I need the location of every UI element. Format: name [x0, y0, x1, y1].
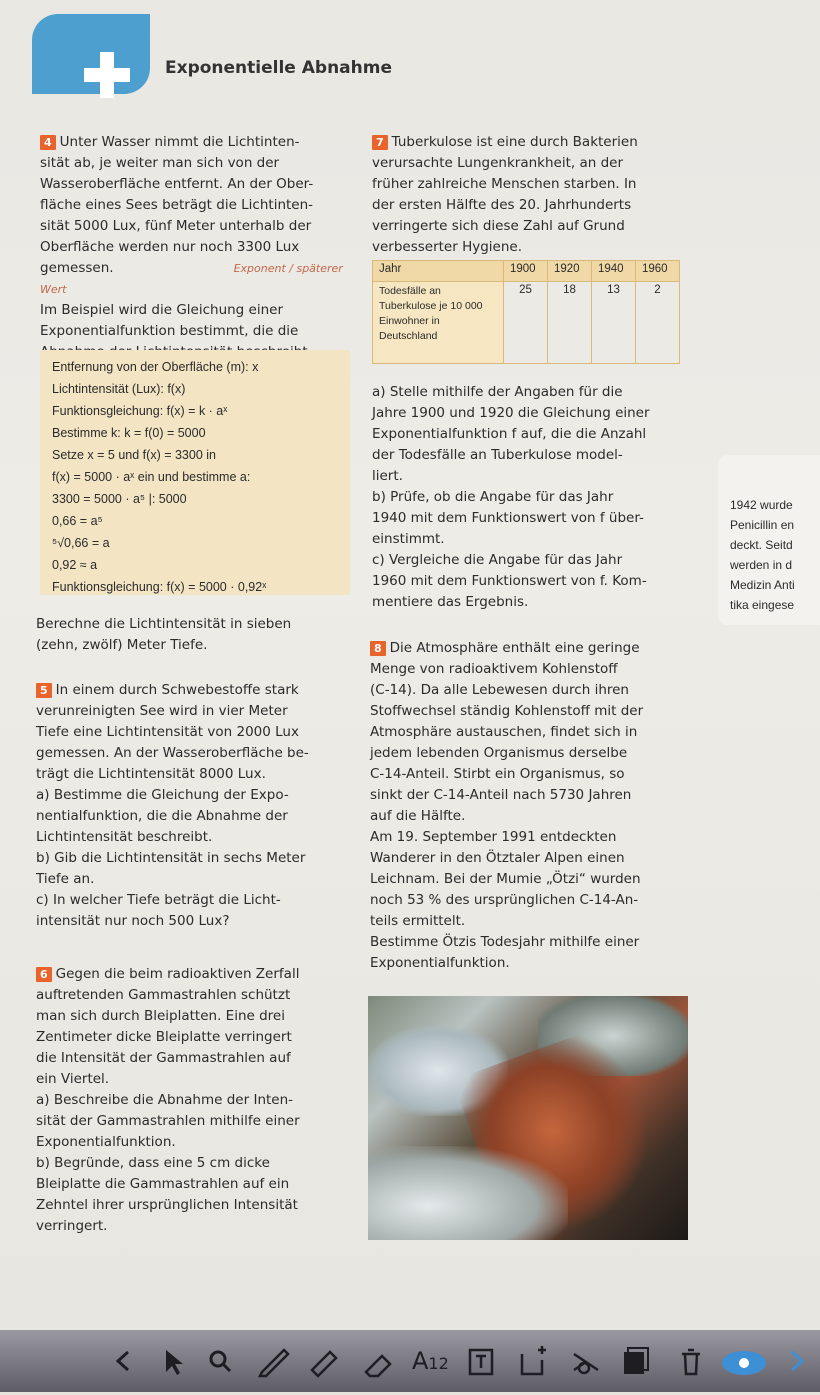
- table-row-label: Todesfälle an Tuberkulose je 10 000 Einwohner in Deutschland: [373, 282, 504, 364]
- handwritten-note: Exponent / späterer Wert: [40, 262, 343, 296]
- task-6: 6 Gegen die beim radioaktiven Zerfall auftretenden Gammastrahlen schützt man sich durch Bleiplatten. Eine drei Zentimeter dicke Bleiplatte verringert die Intensität der Gammastrahlen auf ein Viertel. a) Beschreibe die Abnahme der Inten- sität der Gammastrahlen mithilfe einer Exponentialfunktion. b) Begründe, dass eine 5 cm dicke Bleiplatte die Gammastrahlen auf ein Zehntel ihrer ursprünglichen Intensität verringert.: [36, 966, 300, 1234]
- tuberculosis-table: [372, 260, 680, 364]
- font-size-label: 12: [428, 1354, 449, 1373]
- task-7-questions: a) Stelle mithilfe der Angaben für die Jahre 1900 und 1920 die Gleichung einer Exponentialfunktion f auf, die die Anzahl der Todesfälle an Tuberkulose model- liert. b) Prüfe, ob die Angabe für das Jahr 1940 mit dem Funktionswert von f über- einstimmt. c) Vergleiche die Angabe für das Jahr 1960 mit dem Funktionswert von f. Kom- mentiere das Ergebnis.: [372, 384, 650, 610]
- example-box: Entfernung von der Oberfläche (m): x Lichtintensität (Lux): f(x) Funktionsgleichung: f(x) = k · aˣ Bestimme k: k = f(0) = 5000 Setze x = 5 und f(x) = 3300 in f(x) = 5000 · aˣ ein und bestimme a: 3300 = 5000 · a⁵ |: 5000 0,66 = a⁵ ⁵√0,66 = a 0,92 ≈ a Funktionsgleichung: f(x) = 5000 · 0,92ˣ: [40, 350, 350, 595]
- table-header-cell: 1920: [548, 261, 592, 282]
- task-7: 7 Tuberkulose ist eine durch Bakterien verursachte Lungenkrankheit, an der früher zahlreiche Menschen starben. In der ersten Hälfte des 20. Jahrhunderts verringerte sich diese Zahl auf Grund verbesserter Hygiene.: [372, 134, 638, 255]
- table-header-label: Jahr: [373, 261, 504, 282]
- table-cell: 18: [548, 282, 592, 364]
- eye-icon[interactable]: [722, 1351, 766, 1375]
- zoom-icon[interactable]: [211, 1352, 230, 1371]
- frame-icon[interactable]: [522, 1346, 546, 1374]
- task-number: 7: [372, 135, 388, 150]
- table-header-row: [373, 261, 680, 282]
- task-4-question: Berechne die Lichtintensität in sieben (zehn, zwölf) Meter Tiefe.: [36, 616, 292, 653]
- task-5: 5 In einem durch Schwebestoffe stark verunreinigten See wird in vier Meter Tiefe eine Lichtintensität von 2000 Lux gemessen. An der Wasseroberfläche be- trägt die Lichtintensität 8000 Lux. a) Bestimme die Gleichung der Expo- nentialfunktion, die die Abnahme der Lichtintensität beschreibt. b) Gib die Lichtintensität in sechs Meter Tiefe an. c) In welcher Tiefe beträgt die Licht- intensität nur noch 500 Lux?: [36, 682, 309, 929]
- pen-icon[interactable]: [260, 1350, 288, 1376]
- text-icon: A: [412, 1347, 429, 1375]
- eraser-icon[interactable]: [366, 1356, 390, 1376]
- task-4-text: 4 Unter Wasser nimmt die Lichtinten- sität ab, je weiter man sich von der Wasseroberfläche entfernt. An der Ober- fläche eines Sees beträgt die Lichtinten- sität 5000 Lux, fünf Meter unterhalb der Oberfläche werden nur noch 3300 Lux gemessen. Exponent / späterer Wert Im Beispiel wird die Gleichung einer Exponentialfunktion bestimmt, die die: [40, 134, 343, 339]
- task-number: 6: [36, 967, 52, 982]
- marker-icon[interactable]: [312, 1352, 336, 1376]
- table-header-cell: 1940: [592, 261, 636, 282]
- oetzi-photo: [368, 996, 688, 1240]
- side-note: 1942 wurde Penicillin en deckt. Seitd werden in d Medizin Anti tika eingese: [718, 455, 820, 625]
- task-number: 8: [370, 641, 386, 656]
- toolbar-icons: [0, 1330, 820, 1392]
- page-title: Exponentielle Abnahme: [165, 58, 392, 78]
- cursor-icon[interactable]: [166, 1350, 183, 1375]
- task-number: 5: [36, 683, 52, 698]
- task-8: 8 Die Atmosphäre enthält eine geringe Menge von radioaktivem Kohlenstoff (C-14). Da alle Lebewesen durch ihren Stoffwechsel ständig Kohlenstoff mit der Atmosphäre austauschen, findet sich in jedem lebenden Organismus derselbe C-14-Anteil. Stirbt ein Organismus, so sinkt der C-14-Anteil nach 5730 Jahren auf die Hälfte. Am 19. September 1991 entdeckten Wanderer in den Ötztaler Alpen einen Leichnam. Bei der Mumie „Ötzi“ wurden noch 53 % des ursprünglichen C-14-An- teils ermittelt. Bestimme Ötzis Todesjahr mithilfe einer Exponentialfunktion.: [370, 640, 644, 971]
- table-cell: 2: [636, 282, 680, 364]
- table-row: [373, 282, 680, 364]
- back-icon[interactable]: [118, 1352, 128, 1370]
- table-header-cell: 1900: [504, 261, 548, 282]
- table-cell: 25: [504, 282, 548, 364]
- task-4: [40, 132, 350, 363]
- table-header-cell: 1960: [636, 261, 680, 282]
- table-cell: 13: [592, 282, 636, 364]
- textbox-icon[interactable]: [470, 1350, 492, 1374]
- layers-icon[interactable]: [624, 1348, 648, 1374]
- task-number: 4: [40, 135, 56, 150]
- forward-icon[interactable]: [792, 1352, 802, 1370]
- trash-icon[interactable]: [682, 1350, 700, 1374]
- text-tool-button[interactable]: [412, 1330, 449, 1395]
- plus-icon: [84, 52, 130, 98]
- scissors-icon[interactable]: [574, 1354, 598, 1373]
